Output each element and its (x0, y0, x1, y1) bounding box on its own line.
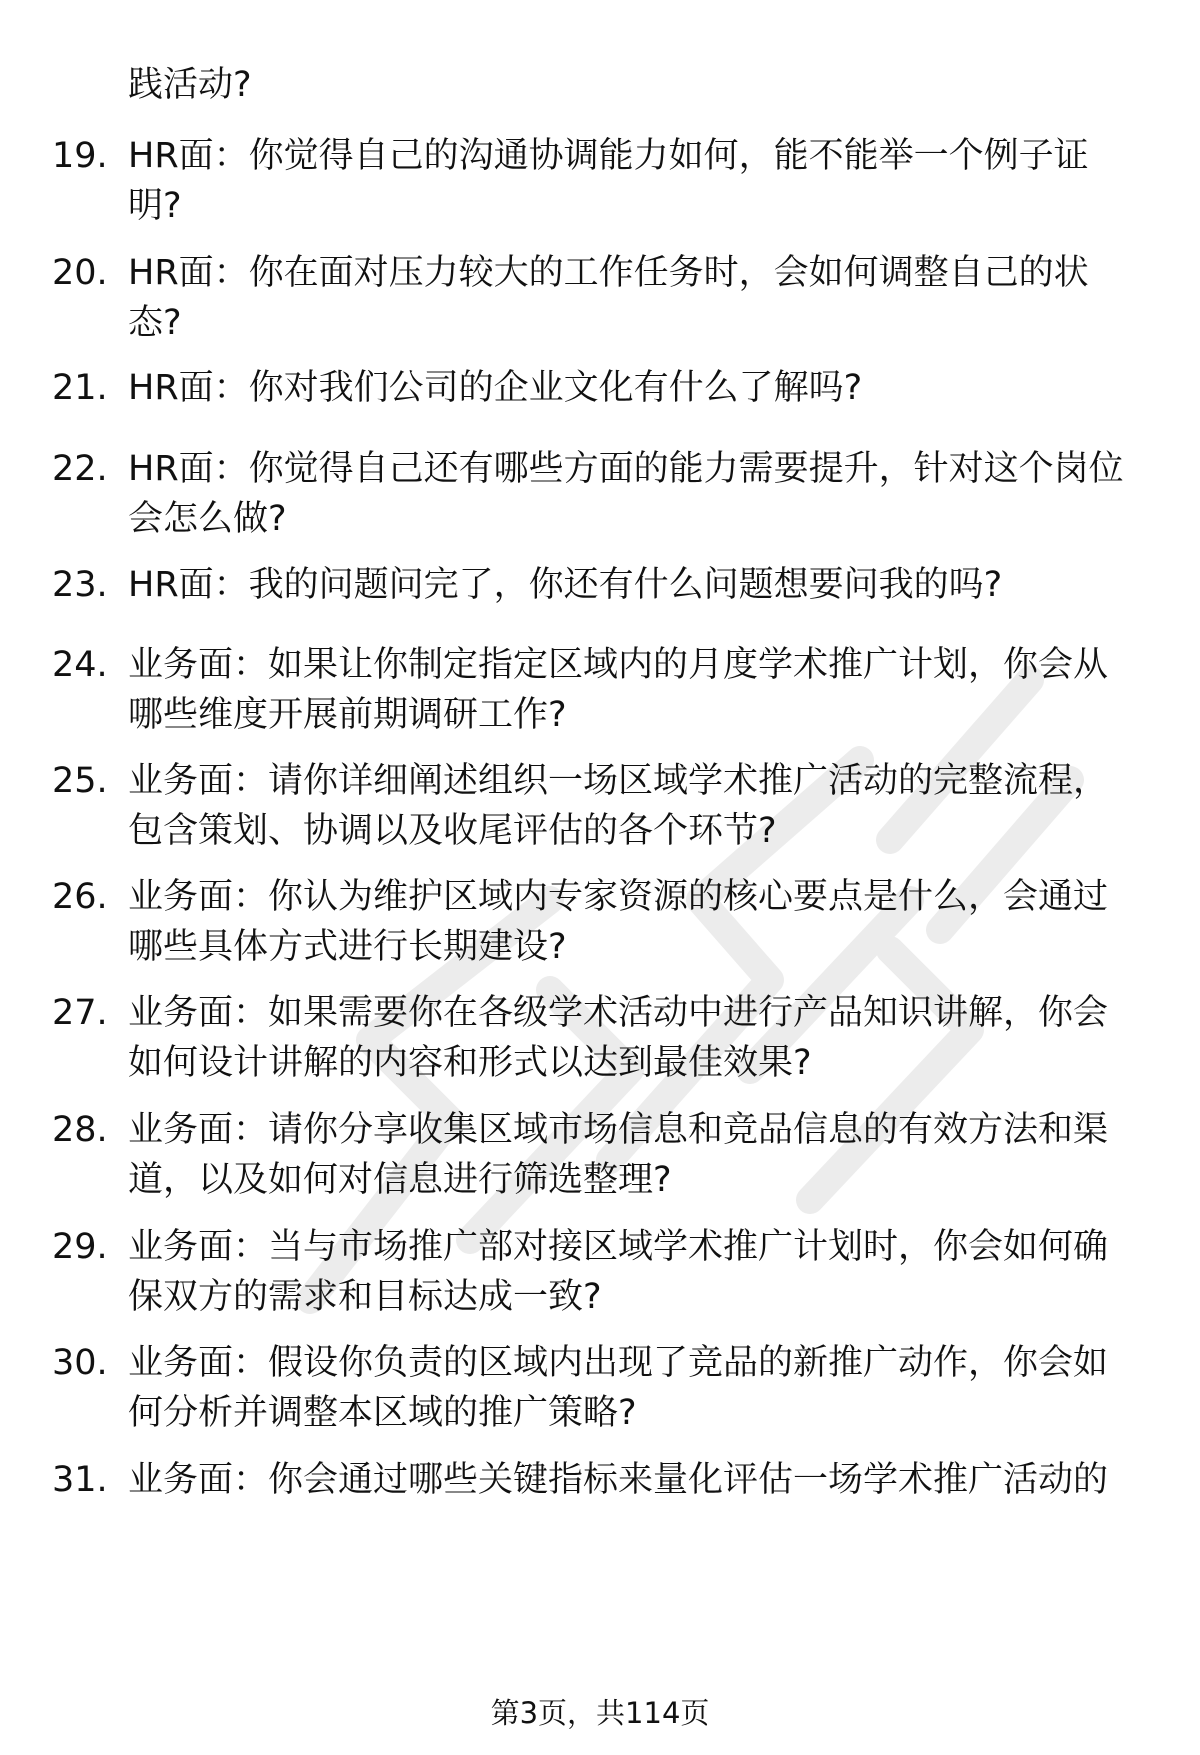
question-number: 26. (52, 877, 108, 917)
question-text (128, 1338, 1158, 1438)
question-text (128, 1455, 1158, 1505)
question-text-line: 保双方的需求和目标达成一致? (128, 1277, 602, 1317)
question-text-line: 明? (128, 186, 182, 226)
question-text (128, 444, 1158, 544)
question-text-line: HR面：你在面对压力较大的工作任务时，会如何调整自己的状 (128, 253, 1089, 293)
question-text-line: 业务面：如果让你制定指定区域内的月度学术推广计划，你会从 (128, 645, 1109, 685)
question-number: 29. (52, 1227, 108, 1267)
question-text (128, 131, 1158, 231)
question-text (128, 1105, 1158, 1205)
question-number: 24. (52, 645, 108, 685)
question-text-line: 哪些维度开展前期调研工作? (128, 695, 567, 735)
question-text-line: 业务面：请你分享收集区域市场信息和竞品信息的有效方法和渠 (128, 1110, 1109, 1150)
page-footer: 第3页，共114页 (490, 1696, 710, 1730)
question-number: 28. (52, 1110, 108, 1150)
question-text-line: 包含策划、协调以及收尾评估的各个环节? (128, 811, 777, 851)
question-text (128, 363, 1158, 413)
question-text-line: 业务面：如果需要你在各级学术活动中进行产品知识讲解，你会 (128, 993, 1109, 1033)
question-text-line: 如何设计讲解的内容和形式以达到最佳效果? (128, 1043, 812, 1083)
continuation-line: 践活动? (128, 65, 252, 105)
question-number: 30. (52, 1343, 108, 1383)
question-number: 27. (52, 993, 108, 1033)
question-text-line: 哪些具体方式进行长期建设? (128, 927, 567, 967)
question-number: 19. (52, 136, 108, 176)
question-text (128, 988, 1158, 1088)
question-text-line: HR面：你觉得自己的沟通协调能力如何，能不能举一个例子证 (128, 136, 1089, 176)
question-text (128, 1222, 1158, 1322)
question-text-line: HR面：我的问题问完了，你还有什么问题想要问我的吗? (128, 565, 1003, 605)
question-text (128, 640, 1158, 740)
question-number: 31. (52, 1460, 108, 1500)
question-number: 20. (52, 253, 108, 293)
question-text (128, 756, 1158, 856)
question-text-line: HR面：你觉得自己还有哪些方面的能力需要提升，针对这个岗位 (128, 449, 1124, 489)
question-number: 23. (52, 565, 108, 605)
question-text-line: 会怎么做? (128, 499, 287, 539)
question-text-line: 业务面：假设你负责的区域内出现了竞品的新推广动作，你会如 (128, 1343, 1109, 1383)
question-number: 21. (52, 368, 108, 408)
question-text (128, 872, 1158, 972)
question-text-line: 何分析并调整本区域的推广策略? (128, 1393, 637, 1433)
question-text-line: 业务面：当与市场推广部对接区域学术推广计划时，你会如何确 (128, 1227, 1109, 1267)
question-text-line: 态? (128, 303, 182, 343)
question-text (128, 248, 1158, 348)
question-text-line: 业务面：你认为维护区域内专家资源的核心要点是什么，会通过 (128, 877, 1109, 917)
question-text-line: 业务面：你会通过哪些关键指标来量化评估一场学术推广活动的 (128, 1460, 1109, 1500)
question-text-line: 业务面：请你详细阐述组织一场区域学术推广活动的完整流程， (128, 761, 1109, 801)
question-number: 25. (52, 761, 108, 801)
question-text-line: HR面：你对我们公司的企业文化有什么了解吗? (128, 368, 863, 408)
question-text (128, 560, 1158, 610)
question-number: 22. (52, 449, 108, 489)
question-text-line: 道，以及如何对信息进行筛选整理? (128, 1160, 672, 1200)
